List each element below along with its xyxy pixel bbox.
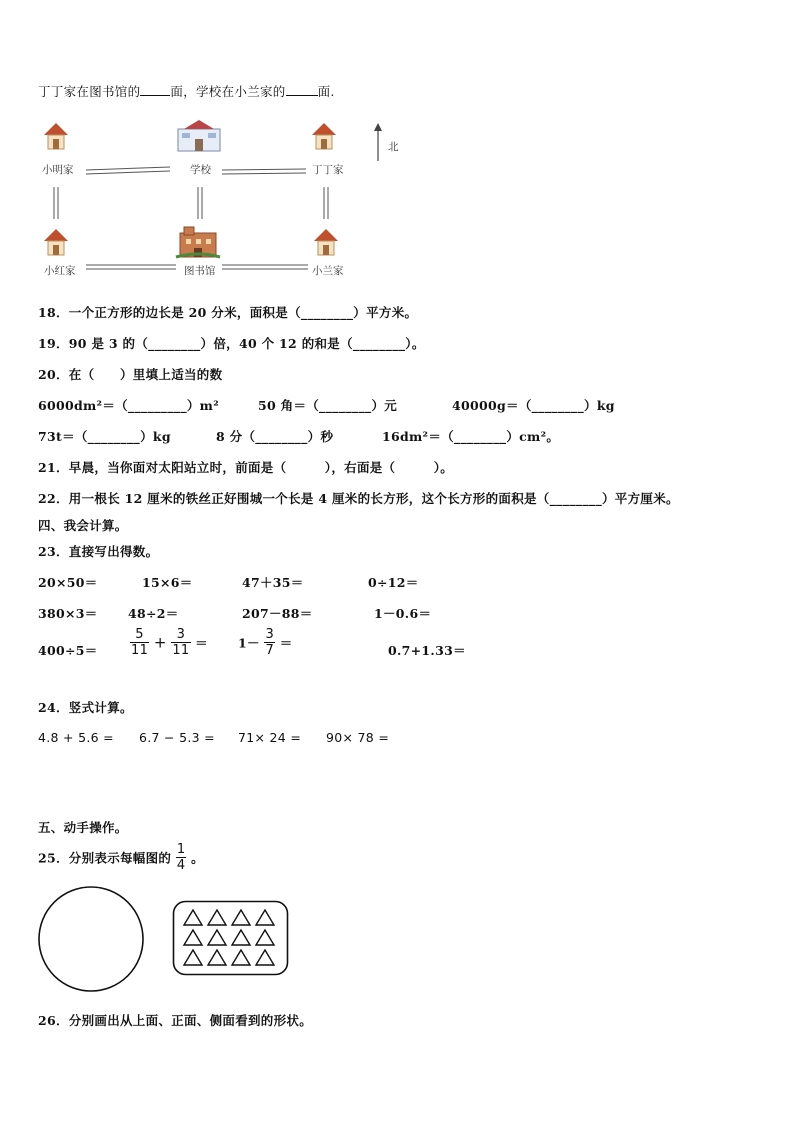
equals-sign: ＝ [279, 635, 293, 651]
calc-2-3: 207－88＝ [242, 606, 313, 621]
library-building-icon [176, 227, 220, 257]
frac-den: 11 [131, 643, 149, 658]
q17-text [38, 82, 335, 100]
q24-item-3: 71× 24 = [238, 730, 302, 745]
triangle-shape [232, 950, 250, 965]
one-minus: 1－ [238, 635, 260, 651]
triangle-shape [232, 930, 250, 945]
q17-mid: 面，学校在小兰家的 [170, 84, 286, 99]
calc-1-1: 20×50＝ [38, 575, 98, 590]
calc-1-4: 0÷12＝ [368, 575, 419, 590]
frac-num: 5 [130, 627, 149, 643]
label-xiaolan: 小兰家 [312, 265, 344, 277]
label-library: 图书馆 [184, 265, 216, 277]
label-school: 学校 [190, 164, 211, 176]
q20-item-5: 8 分（________）秒 [216, 429, 334, 444]
frac-num: 1 [176, 842, 186, 857]
label-xiaoming: 小明家 [42, 164, 74, 176]
q24-item-2: 6.7 − 5.3 = [139, 730, 215, 745]
q17-blank-1[interactable] [140, 84, 170, 96]
frac-num: 3 [171, 627, 190, 643]
question-22: 22．用一根长 12 厘米的铁丝正好围城一个长是 4 厘米的长方形，这个长方形的面积是（________）平方厘米。 [38, 491, 679, 506]
calc-2-2: 48÷2＝ [128, 606, 179, 621]
q20-item-2: 50 角＝（________）元 [258, 398, 398, 413]
triangle-shape [256, 910, 274, 925]
question-24: 24．竖式计算。 [38, 700, 133, 715]
fraction-3-7 [264, 627, 275, 658]
triangle-shape [184, 930, 202, 945]
triangle-shape [184, 950, 202, 965]
triangle-shape [256, 950, 274, 965]
section-5-heading: 五、动手操作。 [38, 820, 128, 835]
question-20: 20．在（ ）里填上适当的数 [38, 367, 223, 382]
calc-2-4: 1－0.6＝ [374, 606, 432, 621]
triangles-figure [172, 900, 290, 978]
map-svg [36, 115, 416, 285]
equals-sign: ＝ [195, 635, 208, 651]
fraction-1-4 [176, 842, 187, 873]
question-21: 21．早晨，当你面对太阳站立时，前面是（ ），右面是（ ）。 [38, 460, 454, 475]
calc-1-3: 47＋35＝ [242, 575, 304, 590]
question-25 [38, 842, 204, 873]
triangle-shape [184, 910, 202, 925]
north-arrow-icon [374, 123, 382, 161]
xiaohong-house-icon [44, 229, 68, 255]
calc-2-1: 380×3＝ [38, 606, 98, 621]
frac-num: 3 [265, 627, 275, 642]
fraction-3-11 [171, 627, 190, 658]
school-building-icon [178, 120, 220, 151]
question-23: 23．直接写出得数。 [38, 544, 159, 559]
q20-item-3: 40000g＝（________）kg [452, 398, 615, 413]
question-19: 19．90 是 3 的（________）倍，40 个 12 的和是（________）。 [38, 336, 425, 351]
xiaolan-house-icon [314, 229, 338, 255]
fraction-5-11 [130, 627, 149, 658]
q25-prefix: 25．分别表示每幅图的 [38, 850, 172, 866]
map-diagram [36, 115, 416, 285]
calc-1-2: 15×6＝ [142, 575, 193, 590]
plus-sign: + [153, 633, 167, 652]
calc-3-4: 0.7+1.33＝ [388, 643, 466, 658]
frac-den: 11 [172, 643, 190, 658]
q20-item-1: 6000dm²＝（_________）m² [38, 398, 219, 413]
calc-3-2 [130, 627, 208, 658]
q24-item-1: 4.8 + 5.6 = [38, 730, 114, 745]
question-18: 18．一个正方形的边长是 20 分米，面积是（________）平方米。 [38, 305, 418, 320]
calc-3-3 [238, 627, 293, 658]
triangle-shape [232, 910, 250, 925]
triangle-shape [208, 950, 226, 965]
dingding-house-icon [312, 123, 336, 149]
triangle-shape [256, 930, 274, 945]
q17-prefix: 丁丁家在图书馆的 [38, 84, 141, 99]
q17-suffix: 面. [317, 84, 335, 99]
triangle-shape [208, 910, 226, 925]
xiaoming-house-icon [44, 123, 68, 149]
q20-item-4: 73t＝（________）kg [38, 429, 171, 444]
q17-blank-2[interactable] [286, 84, 318, 96]
label-dingding: 丁丁家 [312, 164, 344, 176]
label-xiaohong: 小红家 [44, 265, 76, 277]
circle-figure [36, 884, 148, 996]
frac-den: 7 [265, 643, 275, 658]
question-26: 26．分别画出从上面、正面、侧面看到的形状。 [38, 1013, 312, 1028]
frac-den: 4 [176, 858, 186, 873]
q25-suffix: 。 [191, 850, 204, 866]
section-4-heading: 四、我会计算。 [38, 518, 128, 533]
calc-3-1: 400÷5＝ [38, 643, 98, 658]
triangle-shape [208, 930, 226, 945]
label-north: 北 [388, 141, 399, 153]
q24-item-4: 90× 78 = [326, 730, 390, 745]
q20-item-6: 16dm²＝（________）cm²。 [382, 429, 560, 444]
